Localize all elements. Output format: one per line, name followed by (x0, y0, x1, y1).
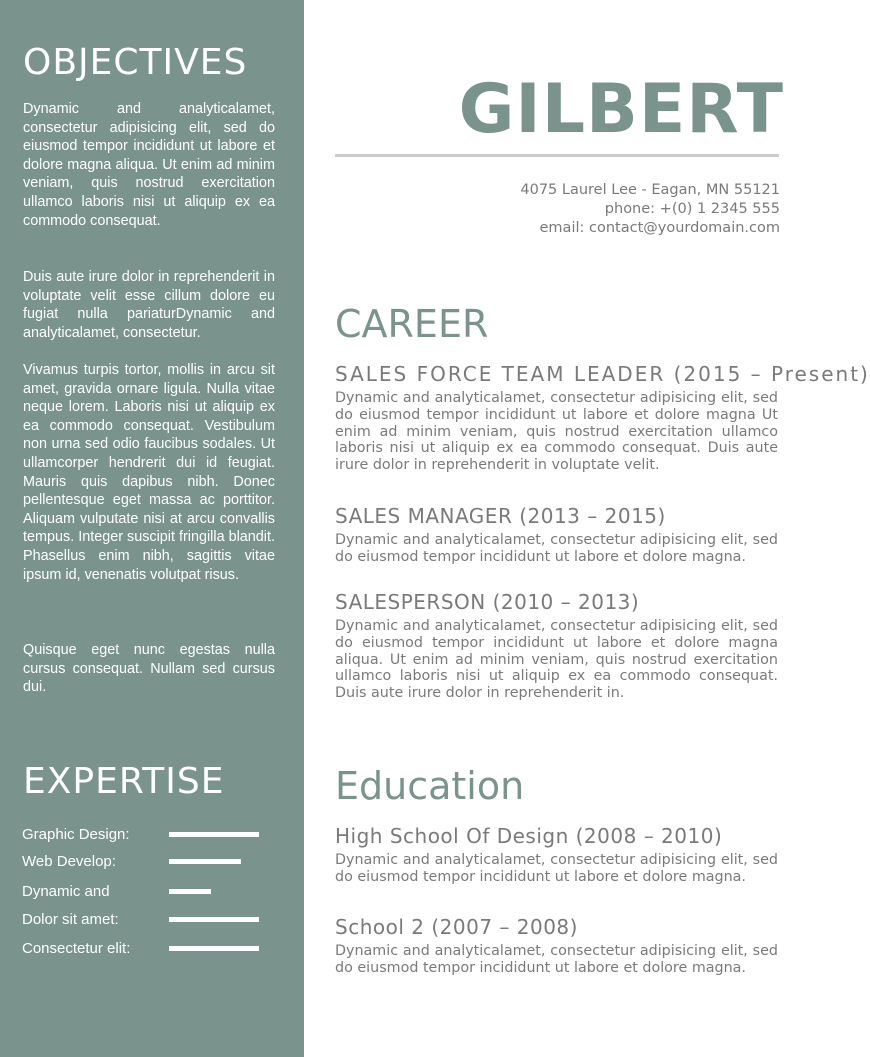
school-description: Dynamic and analyticalamet, consectetur adipisicing elit, sed do eiusmod tempor incididunt ut labore et dolore magna. (335, 943, 778, 976)
skill-level-bar (169, 917, 259, 922)
expertise-heading: EXPERTISE (23, 761, 225, 802)
objectives-heading: OBJECTIVES (23, 42, 248, 83)
skill-row (22, 827, 302, 853)
skill-level-bar (169, 832, 259, 837)
skill-row (22, 912, 302, 938)
header-divider (335, 154, 779, 157)
job-description: Dynamic and analyticalamet, consectetur adipisicing elit, sed do eiusmod tempor incididunt ut labore et dolore magna Ut enim ad minim veniam, quis nostrud exercitation ullamco laboris nisi ut aliquip ex ea commodo consequat. Duis aute irure dolor in reprehenderit in voluptate velit. (335, 390, 778, 474)
contact-address: 4075 Laurel Lee - Eagan, MN 55121 (520, 182, 780, 198)
skill-label: Graphic Design: (22, 826, 130, 843)
contact-phone: phone: +(0) 1 2345 555 (604, 201, 780, 217)
skill-row (22, 854, 302, 880)
job-title: SALESPERSON (2010 – 2013) (335, 590, 640, 614)
skill-label: Web Develop: (22, 853, 116, 870)
school-title: School 2 (2007 – 2008) (335, 915, 578, 939)
skill-level-bar (169, 946, 259, 951)
career-heading: CAREER (335, 302, 489, 346)
skill-row (22, 884, 302, 910)
job-description: Dynamic and analyticalamet, consectetur adipisicing elit, sed do eiusmod tempor incididunt ut labore et dolore magna aliqua. Ut enim ad minim veniam, quis nostrud exercitation ullamco laboris nisi ut aliquip ex ea commodo consequat. Duis aute irure dolor in reprehenderit in. (335, 618, 778, 702)
skill-row (22, 941, 302, 967)
objectives-paragraph: Dynamic and analyticalamet, consectetur adipisicing elit, sed do eiusmod tempor incididunt ut labore et dolore magna aliqua. Ut enim ad minim veniam, quis nostrud exercitation ullamco laboris nisi ut aliquip ex ea commodo consequat. (23, 101, 275, 229)
skill-label: Dynamic and (22, 883, 110, 900)
candidate-name: GILBERT (458, 70, 784, 149)
objectives-paragraph: Duis aute irure dolor in reprehenderit in voluptate velit esse cillum dolore eu fugiat nulla pariaturDynamic and analyticalamet, consectetur. (23, 269, 275, 341)
sidebar (0, 0, 304, 1057)
objectives-paragraph: Quisque eget nunc egestas nulla cursus consequat. Nullam sed cursus dui. (23, 642, 275, 696)
education-heading: Education (335, 764, 525, 808)
job-description: Dynamic and analyticalamet, consectetur adipisicing elit, sed do eiusmod tempor incididunt ut labore et dolore magna. (335, 532, 778, 565)
objectives-paragraph: Vivamus turpis tortor, mollis in arcu sit amet, gravida ornare ligula. Nulla vitae neque lorem. Laboris nisi ut aliquip ex ea commodo consequat. Vestibulum non urna sed odio faucibus sodales. Ut ullamcorper hendrerit dui id feugiat. Mauris quis dapibus nibh. Donec pellentesque eget massa ac porttitor. Aliquam vulputate nisi at arcu convallis tempus. Integer suscipit fringilla blandit. Phasellus enim nibh, sagittis vitae ipsum id, venenatis volutpat risus. (23, 362, 275, 583)
school-title: High School Of Design (2008 – 2010) (335, 824, 723, 848)
school-description: Dynamic and analyticalamet, consectetur adipisicing elit, sed do eiusmod tempor incididunt ut labore et dolore magna. (335, 852, 778, 885)
skill-label: Dolor sit amet: (22, 911, 119, 928)
skill-label: Consectetur elit: (22, 940, 131, 957)
contact-email: email: contact@yourdomain.com (539, 220, 780, 236)
job-title: SALES FORCE TEAM LEADER (2015 – Present) (335, 362, 870, 386)
skill-level-bar (169, 889, 211, 894)
job-title: SALES MANAGER (2013 – 2015) (335, 504, 666, 528)
skill-level-bar (169, 859, 241, 864)
